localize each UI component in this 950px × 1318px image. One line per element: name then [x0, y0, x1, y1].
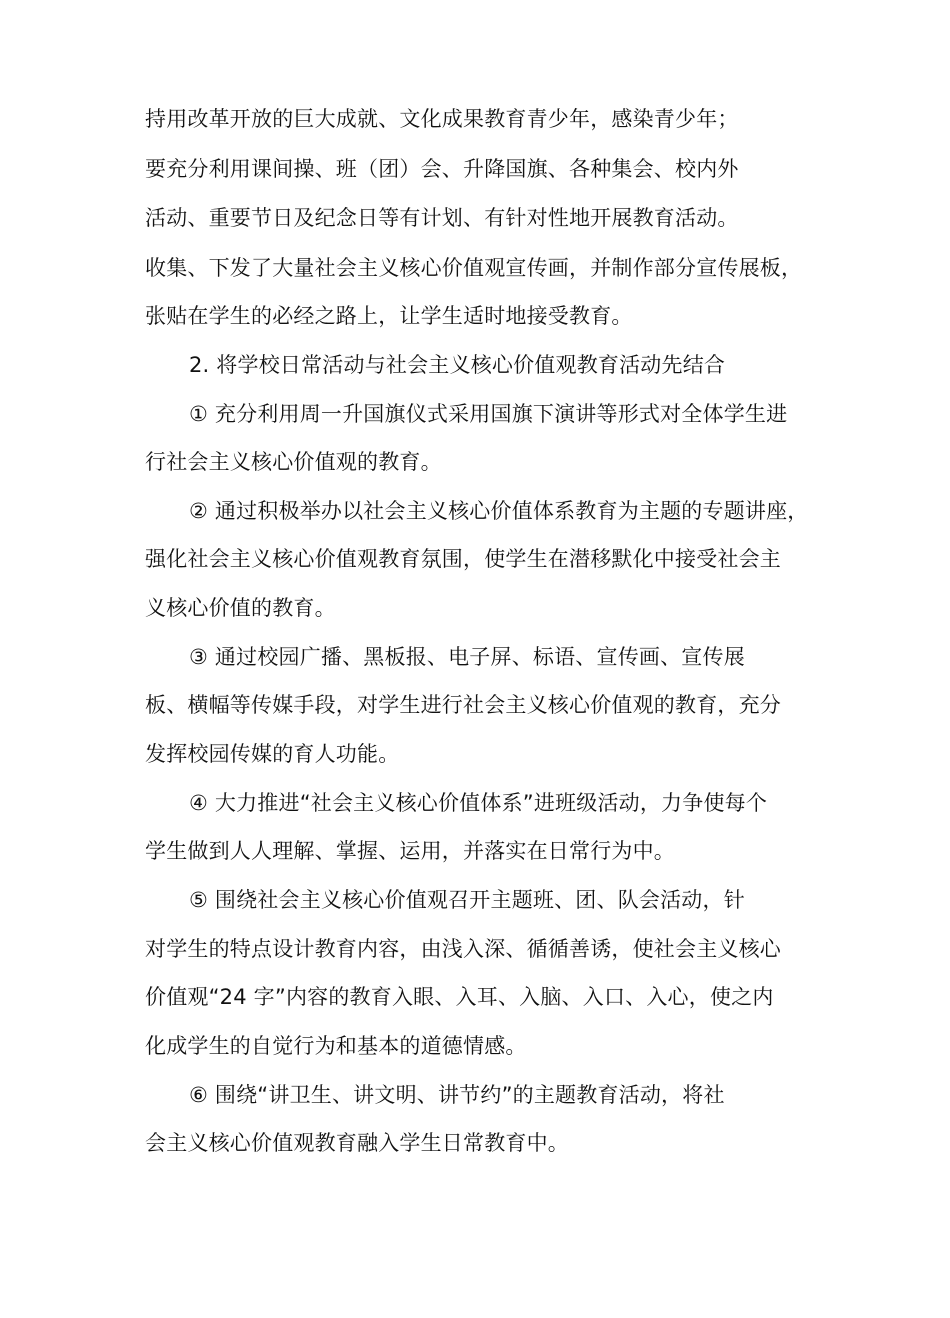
text-line: 活动、重要节日及纪念日等有计划、有针对性地开展教育活动。	[145, 206, 739, 230]
text-line: 价值观“24 字”内容的教育入眼、入耳、入脑、入口、入心，使之内	[145, 985, 774, 1009]
text-line: 义核心价值的教育。	[145, 596, 336, 620]
text-line: ④ 大力推进“社会主义核心价值体系”进班级活动，力争使每个	[189, 791, 768, 815]
text-line: 收集、下发了大量社会主义核心价值观宣传画，并制作部分宣传展板，	[145, 256, 803, 280]
text-line: ② 通过积极举办以社会主义核心价值体系教育为主题的专题讲座，	[189, 499, 809, 523]
text-line: 持用改革开放的巨大成就、文化成果教育青少年，感染青少年；	[145, 107, 739, 131]
text-line: ⑥ 围绕“讲卫生、讲文明、讲节约”的主题教育活动，将社	[189, 1083, 725, 1107]
text-line: 会主义核心价值观教育融入学生日常教育中。	[145, 1131, 569, 1155]
text-line: ③ 通过校园广播、黑板报、电子屏、标语、宣传画、宣传展	[189, 645, 745, 669]
text-line: ① 充分利用周一升国旗仪式采用国旗下演讲等形式对全体学生进	[189, 402, 788, 426]
text-line: 学生做到人人理解、掌握、运用，并落实在日常行为中。	[145, 839, 675, 863]
text-line: 化成学生的自觉行为和基本的道德情感。	[145, 1034, 527, 1058]
text-line: ⑤ 围绕社会主义核心价值观召开主题班、团、队会活动，针	[189, 888, 745, 912]
section-heading: 2. 将学校日常活动与社会主义核心价值观教育活动先结合	[189, 353, 726, 377]
text-line: 张贴在学生的必经之路上，让学生适时地接受教育。	[145, 304, 633, 328]
text-line: 板、横幅等传媒手段，对学生进行社会主义核心价值观的教育，充分	[145, 693, 781, 717]
text-line: 要充分利用课间操、班（团）会、升降国旗、各种集会、校内外	[145, 157, 739, 181]
text-line: 发挥校园传媒的育人功能。	[145, 742, 400, 766]
text-line: 行社会主义核心价值观的教育。	[145, 450, 442, 474]
text-line: 强化社会主义核心价值观教育氛围，使学生在潜移默化中接受社会主	[145, 547, 781, 571]
text-line: 对学生的特点设计教育内容，由浅入深、循循善诱，使社会主义核心	[145, 937, 781, 961]
